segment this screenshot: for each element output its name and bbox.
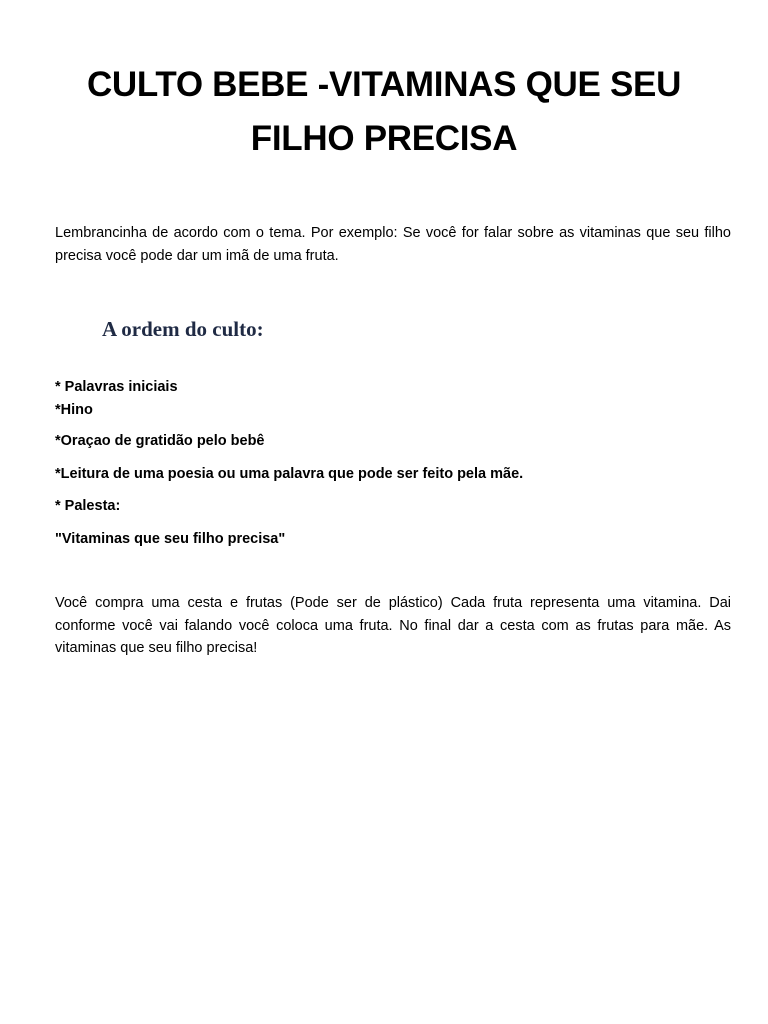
order-item-opening-words: * Palavras iniciais (55, 379, 178, 395)
order-item-talk: * Palesta: (55, 498, 121, 514)
intro-paragraph: Lembrancinha de acordo com o tema. Por exemplo: Se você for falar sobre as vitaminas que seu filho precisa você pode dar um imã de uma fruta. (55, 225, 731, 264)
order-item-prayer: *Oraçao de gratidão pelo bebê (55, 433, 265, 449)
order-item-hymn: *Hino (55, 402, 93, 418)
closing-paragraph: Você compra uma cesta e frutas (Pode ser de plástico) Cada fruta representa uma vitamina. Dai conforme você vai falando você coloca uma fruta. No final dar a cesta com as frutas para mãe. As vitaminas que seu filho precisa! (55, 595, 731, 656)
order-item-talk-title: "Vitaminas que seu filho precisa" (55, 531, 286, 547)
order-item-reading: *Leitura de uma poesia ou uma palavra que pode ser feito pela mãe. (55, 466, 524, 482)
page-title: CULTO BEBE -VITAMINAS QUE SEU FILHO PRECISA (86, 65, 682, 158)
section-heading: A ordem do culto: (102, 317, 264, 341)
